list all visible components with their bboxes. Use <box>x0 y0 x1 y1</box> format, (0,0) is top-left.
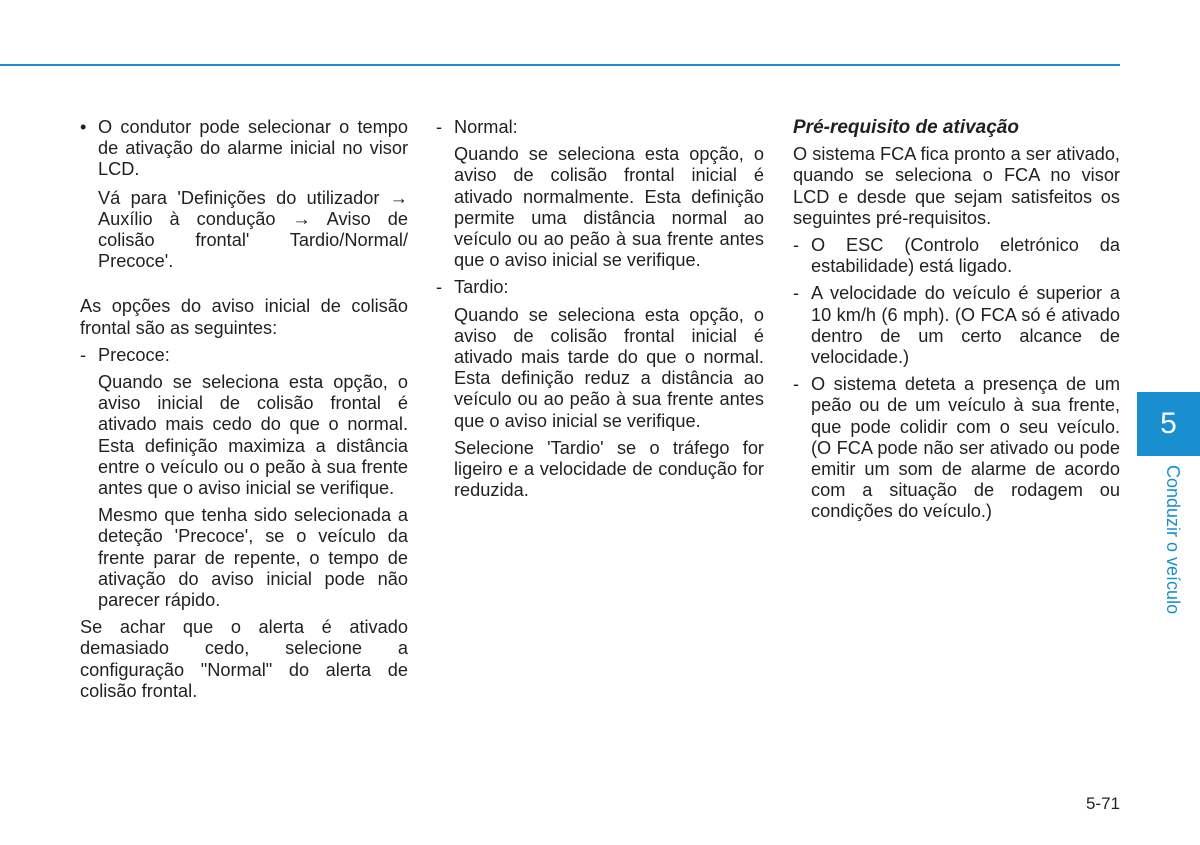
options-intro: As opções do aviso inicial de colisão frontal são as seguintes: <box>80 296 408 338</box>
option-description: Quando se seleciona esta opção, o aviso de colisão frontal inicial é ativado normalmente. Esta definição permite uma distância normal ao veículo ou ao peão à sua frente antes que o aviso inicial se verifique. <box>454 144 764 271</box>
option-tardio <box>436 277 764 298</box>
header-rule <box>0 64 1120 66</box>
list-item-text: A velocidade do veículo é superior a 10 km/h (6 mph). (O FCA só é ativado dentro de um certo alcance de velocidade.) <box>811 283 1120 368</box>
option-precoce <box>80 345 408 366</box>
dash-mark: - <box>436 117 443 137</box>
option-description: Quando se seleciona esta opção, o aviso de colisão frontal inicial é ativado mais tarde do que o normal. Esta definição reduz a distância ao veículo ou ao peão à sua frente antes que o aviso inicial se verifique. <box>454 304 764 431</box>
list-item <box>793 235 1120 277</box>
option-label: Precoce: <box>98 344 170 365</box>
option-label: Normal: <box>454 117 518 137</box>
section-heading: Pré-requisito de ativação <box>793 117 1019 138</box>
bullet-item <box>80 117 408 181</box>
option-normal <box>436 117 764 138</box>
dash-mark: - <box>80 344 87 365</box>
column-left <box>80 117 408 702</box>
option-note: Selecione 'Tardio' se o tráfego for ligeiro e a velocidade de condução for reduzida. <box>454 437 764 501</box>
option-label: Tardio: <box>454 277 509 298</box>
chapter-number-tab: 5 <box>1137 392 1200 456</box>
dash-mark: - <box>793 374 800 395</box>
closing-paragraph: Se achar que o alerta é ativado demasiado cedo, selecione a configuração "Normal" do alerta de colisão frontal. <box>80 617 408 701</box>
bullet-mark: • <box>80 117 87 137</box>
section-intro: O sistema FCA fica pronto a ser ativado, quando se seleciona o FCA no visor LCD e desde que sejam satisfeitos os seguintes pré-requisitos. <box>793 144 1120 228</box>
list-item-text: O ESC (Controlo eletrónico da estabilidade) está ligado. <box>811 235 1120 277</box>
option-description: Quando se seleciona esta opção, o aviso inicial de colisão frontal é ativado mais cedo do que o normal. Esta definição maximiza a distância entre o veículo ou o peão à sua frente antes que o aviso inicial se verifique. <box>98 372 408 499</box>
list-item-text: O sistema deteta a presença de um peão ou de um veículo à sua frente, que pode colidir com o seu veículo. (O FCA pode não ser ativado ou pode emitir um som de alarme de acordo com a situação de rodagem ou condições do veículo.) <box>811 374 1120 522</box>
list-item <box>793 283 1120 368</box>
list-item <box>793 374 1120 522</box>
column-middle <box>436 117 764 501</box>
chapter-title <box>1143 460 1183 620</box>
dash-mark: - <box>793 283 800 304</box>
menu-path-text: Vá para 'Definições do utilizador → Auxílio à condução → Aviso de colisão frontal' Tardio/Normal/ Precoce'. <box>98 187 408 272</box>
chapter-title-text: Conduzir o veículo <box>1163 465 1183 615</box>
column-right <box>793 117 1120 523</box>
page-number: 5-71 <box>1085 794 1120 813</box>
dash-mark: - <box>436 277 443 298</box>
option-note: Mesmo que tenha sido selecionada a deteção 'Precoce', se o veículo da frente parar de repente, o tempo de ativação do aviso inicial pode não parecer rápido. <box>98 505 408 611</box>
dash-mark: - <box>793 235 800 256</box>
bullet-text: O condutor pode selecionar o tempo de ativação do alarme inicial no visor LCD. <box>98 117 408 180</box>
